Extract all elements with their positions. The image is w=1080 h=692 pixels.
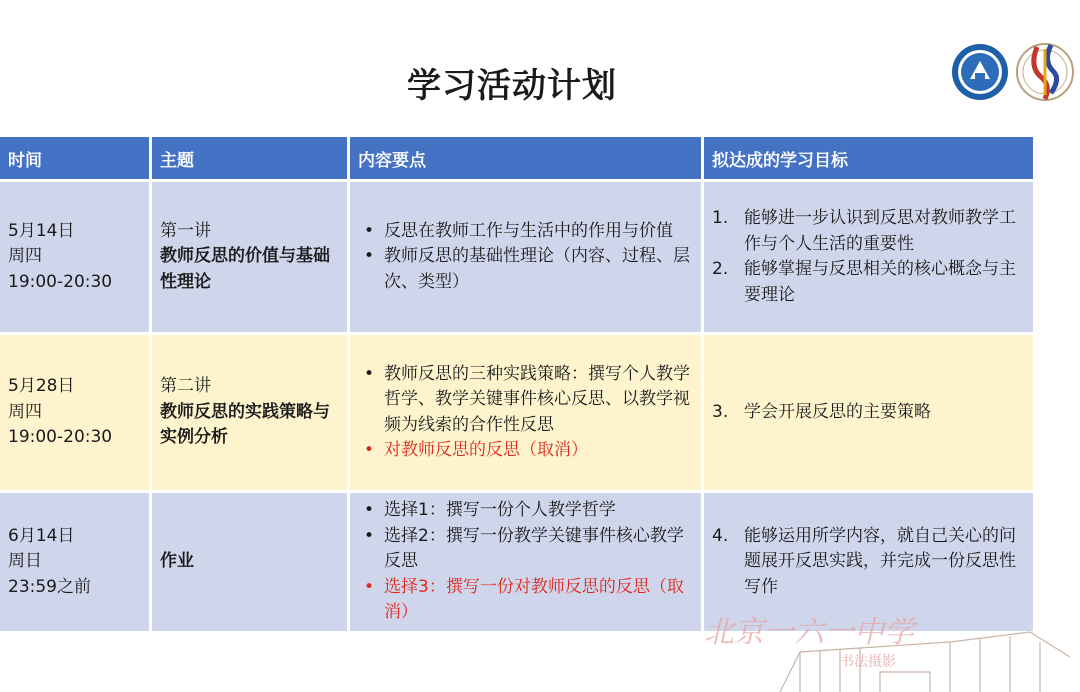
content-point: • 选择2：撰写一份教学关键事件核心教学反思 [358,524,693,575]
content-cell [349,181,703,334]
content-point: • 教师反思的基础性理论（内容、过程、层次、类型） [358,244,693,295]
goal-item [712,257,1025,308]
header-goals: 拟达成的学习目标 [703,137,1034,181]
goals-cell [703,181,1034,334]
content-point-cancelled: • 选择3：撰写一份对教师反思的反思（取消） [358,575,693,626]
header-topic: 主题 [151,137,349,181]
topic-cell [151,181,349,334]
goal-number: 2. [712,259,729,279]
goal-text: 能够进一步认识到反思对教师教学工作与个人生活的重要性 [744,208,1016,254]
time-cell [0,181,151,334]
school-seal-logo [951,43,1009,101]
watermark-text: 北京一六一中学 [704,615,914,650]
goal-text: 学会开展反思的主要策略 [744,401,931,422]
weekday: 周四 [8,246,42,267]
goal-number: 4. [712,525,729,546]
goal-item [712,524,1025,601]
content-point: • 反思在教师工作与生活中的作用与价值 [358,219,693,245]
watermark-subtext: 书法摄影 [840,654,896,670]
table-row [0,181,1033,334]
topic-cell [151,492,349,632]
plan-table [0,137,1033,631]
weekday: 周日 [8,551,42,572]
table-row [0,492,1033,632]
weekday: 周四 [8,401,42,422]
goal-text: 能够运用所学内容，就自己关心的问题展开反思实践，并完成一份反思性写作 [744,525,1016,597]
time-cell [0,334,151,492]
goal-number: 3. [712,401,729,422]
topic-title: 教师反思的实践策略与实例分析 [160,401,330,448]
date: 5月14日 [8,220,75,241]
content-point: • 教师反思的三种实践策略：撰写个人教学哲学、教学关键事件核心反思、以教学视频为线索的合作性反思 [358,362,693,439]
content-point-cancelled: • 对教师反思的反思（取消） [358,438,693,464]
time-cell [0,492,151,632]
page-title: 学习活动计划 [407,66,617,106]
goal-item [712,400,1025,426]
topic-title: 作业 [160,551,194,572]
goals-cell [703,334,1034,492]
goal-item [712,206,1025,257]
lecture-label: 第二讲 [160,376,211,397]
content-cell [349,334,703,492]
building-sketch-icon [780,632,1070,692]
time: 19:00-20:30 [8,427,113,448]
time: 19:00-20:30 [8,271,113,292]
goal-number: 1. [712,208,729,228]
time: 23:59之前 [8,576,91,597]
table-row [0,334,1033,492]
emblem-logo [1015,37,1075,103]
content-cell [349,492,703,632]
date: 6月14日 [8,525,75,546]
header-content: 内容要点 [349,137,703,181]
date: 5月28日 [8,376,75,397]
topic-title: 教师反思的价值与基础性理论 [160,246,330,292]
goals-cell [703,492,1034,632]
header-time: 时间 [0,137,151,181]
lecture-label: 第一讲 [160,220,211,241]
content-point: • 选择1：撰写一份个人教学哲学 [358,498,693,524]
topic-cell [151,334,349,492]
goal-text: 能够掌握与反思相关的核心概念与主要理论 [744,259,1016,305]
